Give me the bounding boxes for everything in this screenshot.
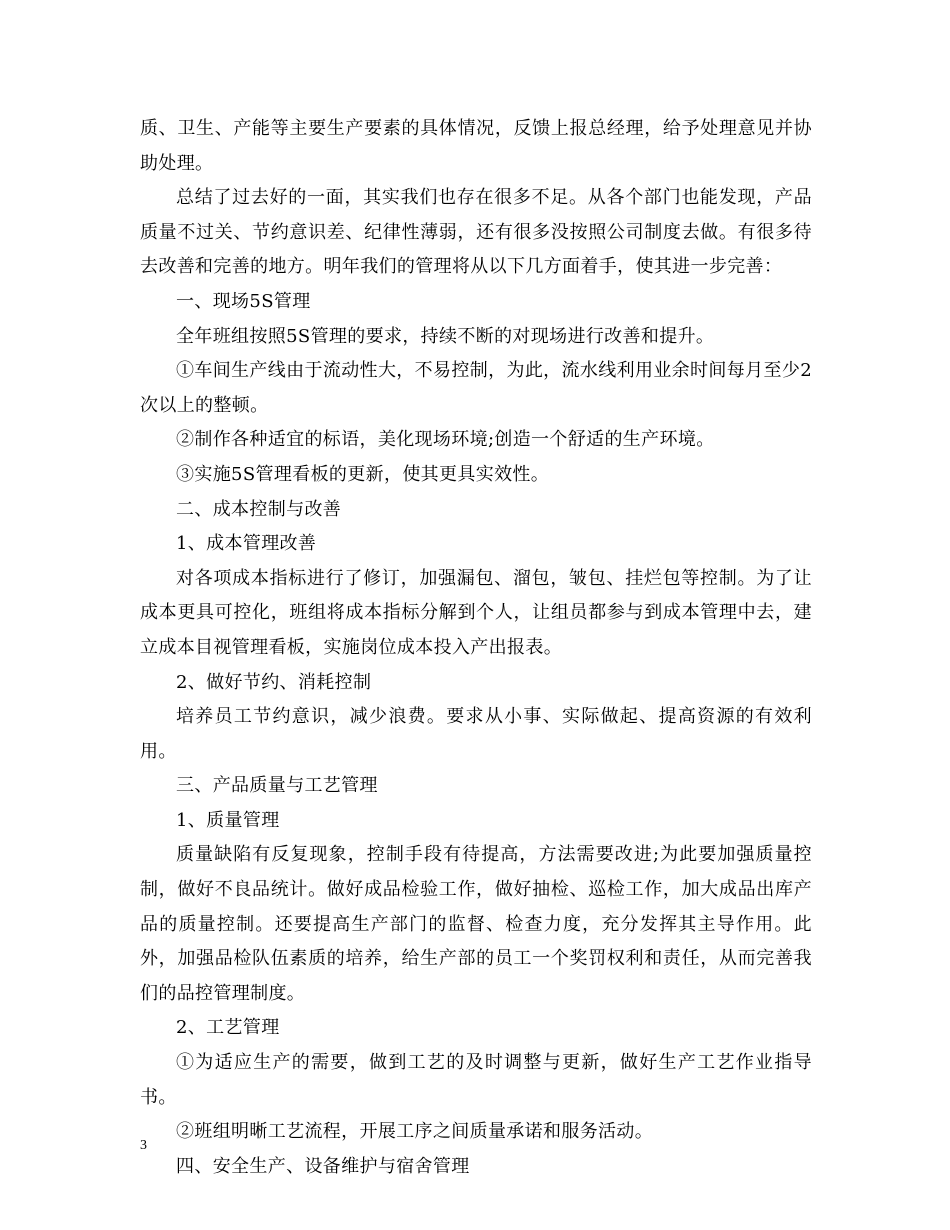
paragraph: 对各项成本指标进行了修订，加强漏包、溜包，皱包、挂烂包等控制。为了让成本更具可控化，班组将成本指标分解到个人，让组员都参与到成本管理中去，建立成本目视管理看板，实施岗位成本投入产出报表。 bbox=[140, 567, 812, 658]
paragraph: 质、卫生、产能等主要生产要素的具体情况，反馈上报总经理，给予处理意见并协助处理。 bbox=[140, 118, 812, 174]
subsection-heading: 2、做好节约、消耗控制 bbox=[176, 671, 372, 693]
list-item: ①为适应生产的需要，做到工艺的及时调整与更新，做好生产工艺作业指导书。 bbox=[140, 1052, 812, 1108]
list-item: ②制作各种适宜的标语，美化现场环境;创造一个舒适的生产环境。 bbox=[176, 429, 715, 451]
list-item: ③实施5S管理看板的更新，使其更具实效性。 bbox=[176, 463, 550, 485]
section-heading: 二、成本控制与改善 bbox=[176, 498, 342, 520]
subsection-heading: 2、工艺管理 bbox=[176, 1017, 280, 1039]
subsection-heading: 1、成本管理改善 bbox=[176, 533, 317, 555]
section-heading: 一、现场5S管理 bbox=[176, 290, 311, 312]
paragraph: 全年班组按照5S管理的要求，持续不断的对现场进行改善和提升。 bbox=[176, 325, 715, 347]
document-body bbox=[140, 112, 812, 1184]
section-heading: 四、安全生产、设备维护与宿舍管理 bbox=[176, 1155, 470, 1177]
paragraph: 总结了过去好的一面，其实我们也存在很多不足。从各个部门也能发现，产品质量不过关、节约意识差、纪律性薄弱，还有很多没按照公司制度去做。有很多待去改善和完善的地方。明年我们的管理将从以下几方面着手，使其进一步完善： bbox=[140, 187, 812, 278]
list-item: ②班组明晰工艺流程，开展工序之间质量承诺和服务活动。 bbox=[176, 1121, 654, 1143]
section-heading: 三、产品质量与工艺管理 bbox=[176, 775, 378, 797]
list-item: ①车间生产线由于流动性大，不易控制，为此，流水线利用业余时间每月至少2次以上的整顿。 bbox=[140, 360, 812, 416]
paragraph: 培养员工节约意识，减少浪费。要求从小事、实际做起、提高资源的有效利用。 bbox=[140, 706, 812, 762]
page-number: 3 bbox=[140, 1138, 147, 1153]
paragraph: 质量缺陷有反复现象，控制手段有待提高，方法需要改进;为此要加强质量控制，做好不良品统计。做好成品检验工作，做好抽检、巡检工作，加大成品出库产品的质量控制。还要提高生产部门的监督、检查力度，充分发挥其主导作用。此外，加强品检队伍素质的培养，给生产部的员工一个奖罚权利和责任，从而完善我们的品控管理制度。 bbox=[140, 844, 812, 1004]
subsection-heading: 1、质量管理 bbox=[176, 809, 280, 831]
